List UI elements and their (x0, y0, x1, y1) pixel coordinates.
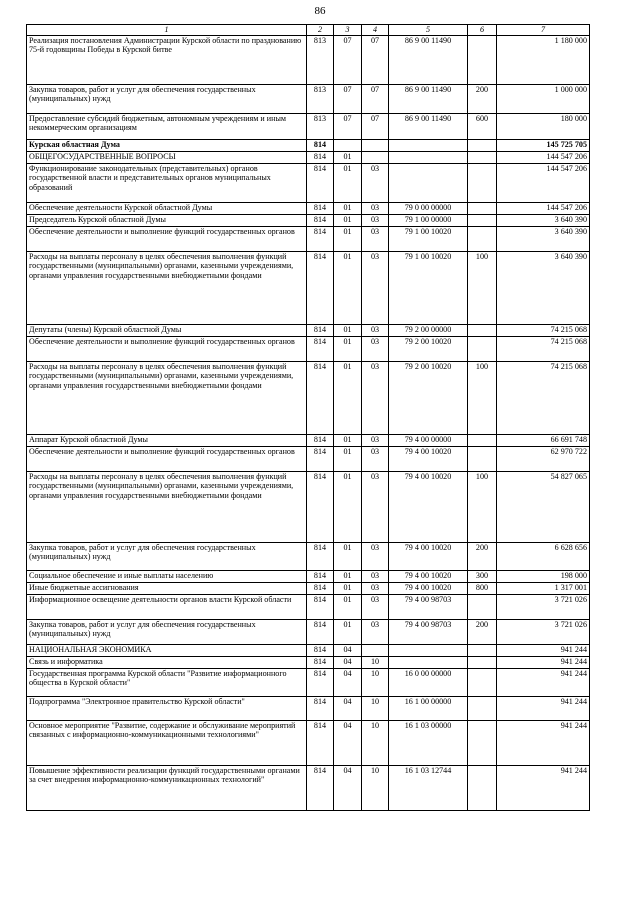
row-name-cell: Обеспечение деятельности и выполнение функций государственных органов (27, 227, 307, 252)
expense-type-cell: 600 (468, 114, 497, 140)
ved-code-cell: 814 (307, 697, 334, 721)
col-header: 3 (334, 25, 362, 36)
section-code-cell: 07 (334, 85, 362, 114)
row-name-cell: Аппарат Курской областной Думы (27, 435, 307, 447)
expense-type-cell (468, 36, 497, 85)
amount-cell: 145 725 705 (497, 140, 590, 152)
section-code-cell: 01 (334, 215, 362, 227)
amount-cell: 1 000 000 (497, 85, 590, 114)
subsection-code-cell: 07 (362, 36, 389, 85)
ved-code-cell: 814 (307, 583, 334, 595)
row-name-cell: Социальное обеспечение и иные выплаты населению (27, 571, 307, 583)
ved-code-cell: 814 (307, 721, 334, 766)
ved-code-cell: 814 (307, 645, 334, 657)
expense-type-cell (468, 645, 497, 657)
target-article-cell: 16 1 03 12744 (389, 766, 468, 811)
table-row (27, 472, 590, 543)
table-row (27, 669, 590, 697)
amount-cell: 3 721 026 (497, 595, 590, 620)
row-name-cell: Реализация постановления Администрации Курской области по празднованию 75-й годовщины Победы в Курской битве (27, 36, 307, 85)
table-body (27, 36, 590, 811)
col-header: 5 (389, 25, 468, 36)
amount-cell: 74 215 068 (497, 325, 590, 337)
amount-cell: 941 244 (497, 645, 590, 657)
table-row (27, 337, 590, 362)
col-header: 2 (307, 25, 334, 36)
target-article-cell: 79 4 00 10020 (389, 472, 468, 543)
amount-cell: 941 244 (497, 657, 590, 669)
amount-cell: 144 547 206 (497, 164, 590, 203)
amount-cell: 3 721 026 (497, 620, 590, 645)
ved-code-cell: 814 (307, 227, 334, 252)
expense-type-cell (468, 152, 497, 164)
table-row (27, 152, 590, 164)
table-row (27, 697, 590, 721)
ved-code-cell: 814 (307, 140, 334, 152)
amount-cell: 1 180 000 (497, 36, 590, 85)
amount-cell: 144 547 206 (497, 152, 590, 164)
ved-code-cell: 814 (307, 252, 334, 325)
table-row (27, 164, 590, 203)
section-code-cell: 01 (334, 571, 362, 583)
amount-cell: 6 628 656 (497, 543, 590, 571)
section-code-cell: 01 (334, 620, 362, 645)
expense-type-cell (468, 435, 497, 447)
section-code-cell: 01 (334, 543, 362, 571)
table-row (27, 362, 590, 435)
ved-code-cell: 813 (307, 114, 334, 140)
expense-type-cell (468, 669, 497, 697)
section-code-cell: 01 (334, 227, 362, 252)
ved-code-cell: 814 (307, 152, 334, 164)
target-article-cell: 79 4 00 10020 (389, 571, 468, 583)
expense-type-cell: 200 (468, 620, 497, 645)
expense-type-cell (468, 140, 497, 152)
section-code-cell: 01 (334, 472, 362, 543)
target-article-cell: 79 2 00 10020 (389, 362, 468, 435)
section-code-cell: 07 (334, 36, 362, 85)
amount-cell: 941 244 (497, 669, 590, 697)
target-article-cell: 79 1 00 10020 (389, 227, 468, 252)
table-row (27, 140, 590, 152)
expense-type-cell: 100 (468, 252, 497, 325)
subsection-code-cell: 03 (362, 215, 389, 227)
ved-code-cell: 813 (307, 36, 334, 85)
amount-cell: 198 000 (497, 571, 590, 583)
section-code-cell: 01 (334, 152, 362, 164)
expense-type-cell (468, 337, 497, 362)
target-article-cell: 16 0 00 00000 (389, 669, 468, 697)
expense-type-cell: 800 (468, 583, 497, 595)
table-row (27, 583, 590, 595)
ved-code-cell: 814 (307, 215, 334, 227)
ved-code-cell: 814 (307, 435, 334, 447)
row-name-cell: Подпрограмма "Электронное правительство Курской области" (27, 697, 307, 721)
amount-cell: 144 547 206 (497, 203, 590, 215)
subsection-code-cell: 10 (362, 657, 389, 669)
expense-type-cell (468, 721, 497, 766)
target-article-cell: 79 4 00 98703 (389, 620, 468, 645)
expense-type-cell (468, 164, 497, 203)
subsection-code-cell: 03 (362, 435, 389, 447)
target-article-cell: 79 4 00 98703 (389, 595, 468, 620)
ved-code-cell: 814 (307, 337, 334, 362)
amount-cell: 3 640 390 (497, 227, 590, 252)
amount-cell: 180 000 (497, 114, 590, 140)
target-article-cell (389, 152, 468, 164)
table-row (27, 203, 590, 215)
ved-code-cell: 814 (307, 164, 334, 203)
ved-code-cell: 814 (307, 669, 334, 697)
row-name-cell: Функционирование законодательных (представительных) органов государственной власти и представительных органов муниципальных образований (27, 164, 307, 203)
row-name-cell: Информационное освещение деятельности органов власти Курской области (27, 595, 307, 620)
amount-cell: 74 215 068 (497, 337, 590, 362)
amount-cell: 941 244 (497, 721, 590, 766)
row-name-cell: Депутаты (члены) Курской областной Думы (27, 325, 307, 337)
ved-code-cell: 814 (307, 447, 334, 472)
table-row (27, 85, 590, 114)
section-code-cell: 04 (334, 657, 362, 669)
subsection-code-cell: 10 (362, 721, 389, 766)
section-code-cell: 01 (334, 362, 362, 435)
section-code-cell: 04 (334, 721, 362, 766)
amount-cell: 941 244 (497, 697, 590, 721)
section-code-cell (334, 140, 362, 152)
target-article-cell: 79 0 00 00000 (389, 203, 468, 215)
section-code-cell: 01 (334, 252, 362, 325)
subsection-code-cell (362, 152, 389, 164)
subsection-code-cell: 03 (362, 337, 389, 362)
amount-cell: 3 640 390 (497, 252, 590, 325)
subsection-code-cell (362, 140, 389, 152)
row-name-cell: Предоставление субсидий бюджетным, автономным учреждениям и иным некоммерческим организациям (27, 114, 307, 140)
subsection-code-cell: 03 (362, 620, 389, 645)
expense-type-cell (468, 447, 497, 472)
target-article-cell: 79 4 00 10020 (389, 447, 468, 472)
section-code-cell: 01 (334, 203, 362, 215)
table-row (27, 252, 590, 325)
target-article-cell: 86 9 00 11490 (389, 36, 468, 85)
row-name-cell: Основное мероприятие "Развитие, содержание и обслуживание мероприятий связанных с информационно-коммуникационными технологиями" (27, 721, 307, 766)
section-code-cell: 01 (334, 435, 362, 447)
expense-type-cell (468, 325, 497, 337)
page-number: 86 (314, 5, 326, 17)
target-article-cell: 86 9 00 11490 (389, 114, 468, 140)
ved-code-cell: 814 (307, 571, 334, 583)
row-name-cell: Иные бюджетные ассигнования (27, 583, 307, 595)
subsection-code-cell: 03 (362, 362, 389, 435)
col-header: 4 (362, 25, 389, 36)
amount-cell: 54 827 065 (497, 472, 590, 543)
table-row (27, 595, 590, 620)
subsection-code-cell: 03 (362, 472, 389, 543)
col-header: 7 (497, 25, 590, 36)
expense-type-cell (468, 595, 497, 620)
table-row (27, 227, 590, 252)
row-name-cell: Государственная программа Курской области "Развитие информационного общества в Курской области" (27, 669, 307, 697)
row-name-cell: Обеспечение деятельности и выполнение функций государственных органов (27, 337, 307, 362)
subsection-code-cell: 03 (362, 203, 389, 215)
section-code-cell: 01 (334, 325, 362, 337)
amount-cell: 62 970 722 (497, 447, 590, 472)
row-name-cell: Расходы на выплаты персоналу в целях обеспечения выполнения функций государственными (муниципальными) органами, казенными учреждениями, органами управления государственными внебюджетными фондами (27, 472, 307, 543)
subsection-code-cell: 03 (362, 325, 389, 337)
ved-code-cell: 814 (307, 472, 334, 543)
expense-type-cell: 100 (468, 362, 497, 435)
table-row (27, 215, 590, 227)
expense-type-cell: 200 (468, 543, 497, 571)
subsection-code-cell: 03 (362, 252, 389, 325)
subsection-code-cell: 07 (362, 114, 389, 140)
subsection-code-cell: 03 (362, 595, 389, 620)
row-name-cell: Закупка товаров, работ и услуг для обеспечения государственных (муниципальных) нужд (27, 85, 307, 114)
ved-code-cell: 814 (307, 657, 334, 669)
target-article-cell (389, 140, 468, 152)
amount-cell: 3 640 390 (497, 215, 590, 227)
row-name-cell: Обеспечение деятельности и выполнение функций государственных органов (27, 447, 307, 472)
row-name-cell: Курская областная Дума (27, 140, 307, 152)
ved-code-cell: 814 (307, 362, 334, 435)
section-code-cell: 01 (334, 337, 362, 362)
expense-type-cell (468, 227, 497, 252)
section-code-cell: 04 (334, 697, 362, 721)
expense-type-cell (468, 203, 497, 215)
amount-cell: 74 215 068 (497, 362, 590, 435)
target-article-cell: 79 2 00 00000 (389, 325, 468, 337)
section-code-cell: 04 (334, 669, 362, 697)
subsection-code-cell: 10 (362, 766, 389, 811)
target-article-cell (389, 657, 468, 669)
expense-type-cell (468, 766, 497, 811)
col-header: 6 (468, 25, 497, 36)
subsection-code-cell: 10 (362, 697, 389, 721)
section-code-cell: 01 (334, 447, 362, 472)
expense-type-cell: 200 (468, 85, 497, 114)
target-article-cell: 79 4 00 10020 (389, 583, 468, 595)
table-row (27, 766, 590, 811)
col-header: 1 (27, 25, 307, 36)
subsection-code-cell: 03 (362, 583, 389, 595)
table-row (27, 657, 590, 669)
target-article-cell: 79 4 00 10020 (389, 543, 468, 571)
subsection-code-cell: 10 (362, 669, 389, 697)
target-article-cell: 86 9 00 11490 (389, 85, 468, 114)
table-row (27, 36, 590, 85)
subsection-code-cell: 03 (362, 227, 389, 252)
target-article-cell: 16 1 03 00000 (389, 721, 468, 766)
table-row (27, 620, 590, 645)
amount-cell: 1 317 001 (497, 583, 590, 595)
section-code-cell: 04 (334, 645, 362, 657)
subsection-code-cell: 07 (362, 85, 389, 114)
budget-table (26, 24, 590, 811)
expense-type-cell: 300 (468, 571, 497, 583)
subsection-code-cell: 03 (362, 543, 389, 571)
target-article-cell: 79 2 00 10020 (389, 337, 468, 362)
row-name-cell: Обеспечение деятельности Курской областной Думы (27, 203, 307, 215)
expense-type-cell (468, 215, 497, 227)
table-row (27, 447, 590, 472)
table-row (27, 325, 590, 337)
expense-type-cell (468, 657, 497, 669)
target-article-cell (389, 645, 468, 657)
subsection-code-cell (362, 645, 389, 657)
row-name-cell: Председатель Курской областной Думы (27, 215, 307, 227)
amount-cell: 941 244 (497, 766, 590, 811)
ved-code-cell: 814 (307, 325, 334, 337)
table-row (27, 114, 590, 140)
section-code-cell: 01 (334, 583, 362, 595)
ved-code-cell: 813 (307, 85, 334, 114)
subsection-code-cell: 03 (362, 164, 389, 203)
target-article-cell: 79 1 00 10020 (389, 252, 468, 325)
target-article-cell: 79 4 00 00000 (389, 435, 468, 447)
row-name-cell: НАЦИОНАЛЬНАЯ ЭКОНОМИКА (27, 645, 307, 657)
target-article-cell: 16 1 00 00000 (389, 697, 468, 721)
row-name-cell: Закупка товаров, работ и услуг для обеспечения государственных (муниципальных) нужд (27, 543, 307, 571)
expense-type-cell: 100 (468, 472, 497, 543)
ved-code-cell: 814 (307, 766, 334, 811)
row-name-cell: Повышение эффективности реализации функций государственными органами за счет внедрения информационно-коммуникационных технологий" (27, 766, 307, 811)
expense-type-cell (468, 697, 497, 721)
row-name-cell: Закупка товаров, работ и услуг для обеспечения государственных (муниципальных) нужд (27, 620, 307, 645)
subsection-code-cell: 03 (362, 447, 389, 472)
table-row (27, 543, 590, 571)
target-article-cell: 79 1 00 00000 (389, 215, 468, 227)
section-code-cell: 01 (334, 595, 362, 620)
target-article-cell (389, 164, 468, 203)
row-name-cell: Связь и информатика (27, 657, 307, 669)
ved-code-cell: 814 (307, 543, 334, 571)
subsection-code-cell: 03 (362, 571, 389, 583)
table-row (27, 435, 590, 447)
table-header-row (27, 25, 590, 36)
section-code-cell: 04 (334, 766, 362, 811)
section-code-cell: 01 (334, 164, 362, 203)
row-name-cell: Расходы на выплаты персоналу в целях обеспечения выполнения функций государственными (муниципальными) органами, казенными учреждениями, органами управления государственными внебюджетными фондами (27, 362, 307, 435)
row-name-cell: Расходы на выплаты персоналу в целях обеспечения выполнения функций государственными (муниципальными) органами, казенными учреждениями, органами управления государственными внебюджетными фондами (27, 252, 307, 325)
amount-cell: 66 691 748 (497, 435, 590, 447)
table-row (27, 571, 590, 583)
ved-code-cell: 814 (307, 620, 334, 645)
section-code-cell: 07 (334, 114, 362, 140)
row-name-cell: ОБЩЕГОСУДАРСТВЕННЫЕ ВОПРОСЫ (27, 152, 307, 164)
ved-code-cell: 814 (307, 595, 334, 620)
table-row (27, 645, 590, 657)
ved-code-cell: 814 (307, 203, 334, 215)
table-row (27, 721, 590, 766)
